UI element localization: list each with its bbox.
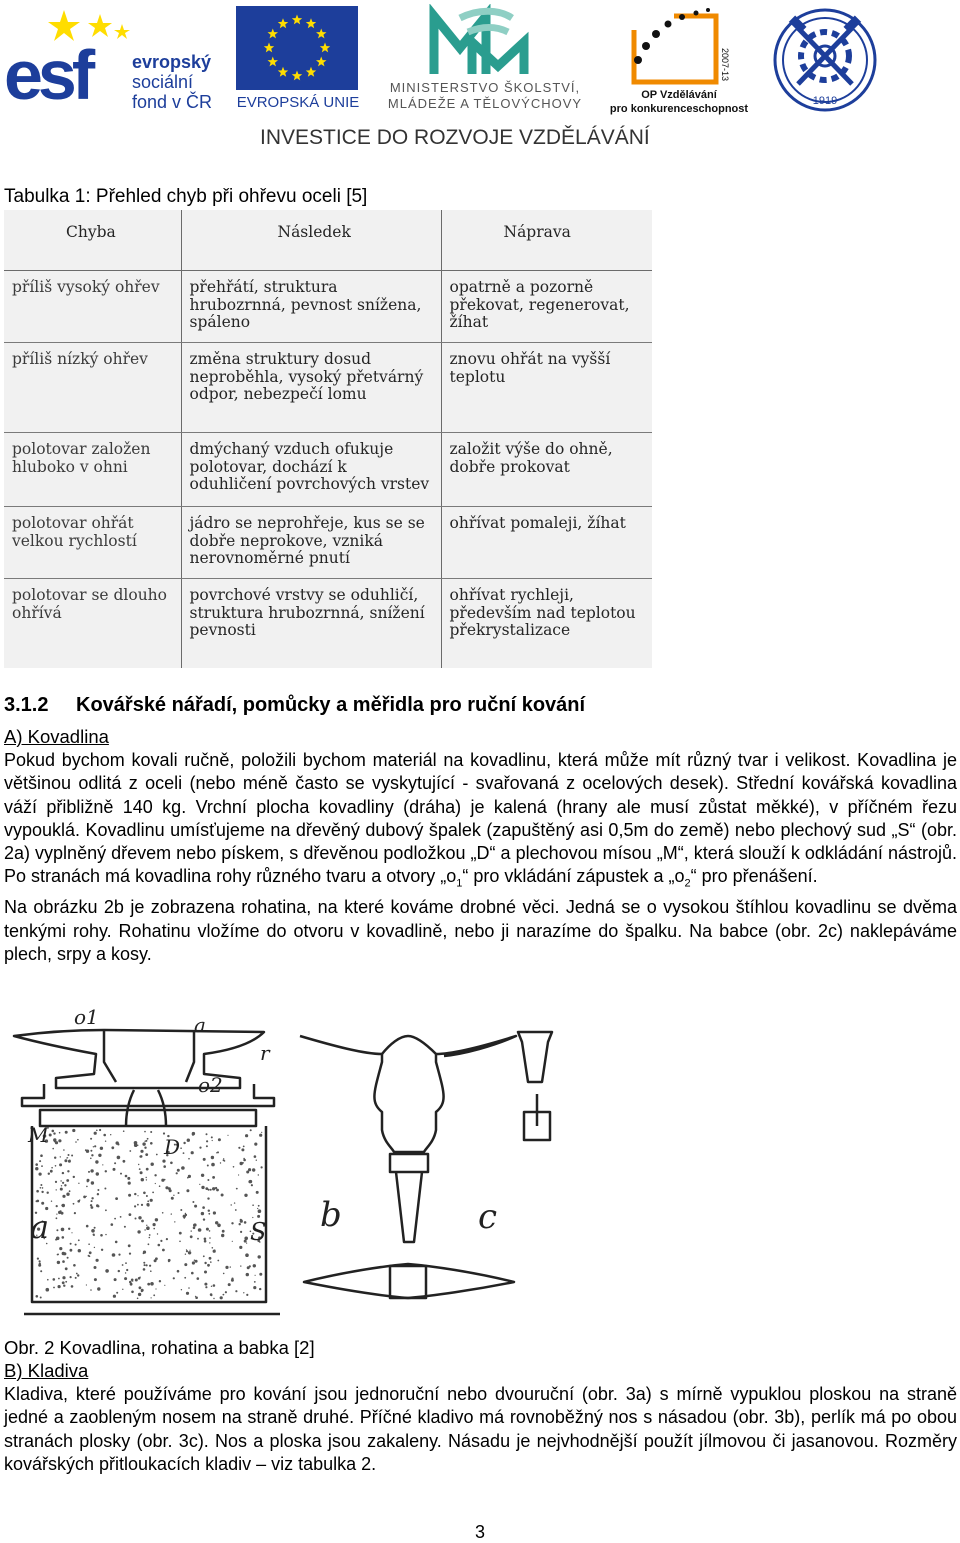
eu-logo: [232, 6, 364, 112]
esf-logo: [4, 6, 226, 114]
paragraph: Na obrázku 2b je zobrazena rohatina, na které kováme drobné věci. Jedná se o vysokou štíhlou kovadlinu se dvěma tenkými rohy. Rohatinu vložíme do otvoru v kovadlině, nebo ji narazíme do špalku. Na babce (obr. 2c) naklepáváme plech, srpy a kosy.: [4, 897, 957, 964]
table-cell: založit výše do ohně, dobře prokovat: [441, 433, 652, 507]
label-o2: o2: [198, 1073, 223, 1097]
eu-flag-icon: [236, 6, 358, 90]
eu-star-icon: [268, 29, 279, 39]
msmt-logo-line2: MLÁDEŽE A TĚLOVÝCHOVY: [387, 96, 583, 111]
table-cell: změna struktury dosud neproběhla, vysoký přetvárný odpor, nebezpečí lomu: [181, 343, 441, 433]
table-cell: polotovar se dlouho ohřívá: [4, 579, 181, 669]
msmt-monogram-icon: [372, 4, 598, 80]
table-row: [4, 579, 652, 669]
paragraph-text: Pokud bychom kovali ručně, položili bychom materiál na kovadlinu, která může mít různý tvar i velikost. Kovadlina je většinou odlitá z oceli (nebo méně často se vyskytující - svařovaná z ocelových desek). Střední kovářská kovadlina váží přibližně 140 kg. Vrchní plocha kovadliny (dráha) je kalená (hrany ale musí zůstat měkké), v příčném řezu vypouklá. Kovadlinu umísťujeme na dřevěný dubový špalek (zapuštěný asi 0,5m do země) nebo plechový sud „S“ (obr. 2a) vyplněný dřevem nebo pískem, s dřevěnou podložkou „D“ a plechovou mísou „M“, která slouží k odkládání nástrojů. Po stranách má kovadlina rohy různého tvaru a otvory „o: [4, 750, 957, 887]
eu-star-icon: [306, 18, 316, 28]
eu-star-icon: [278, 18, 288, 28]
subsection-b-title: B) Kladiva: [4, 1360, 89, 1381]
label-a: a: [30, 1208, 50, 1246]
table-cell: opatrně a pozorně překovat, regenerovat, žíhat: [441, 271, 652, 343]
op-logo-line2: pro konkurenceschopnost: [609, 103, 749, 115]
table-row: [4, 433, 652, 507]
table-header-consequence: Následek: [181, 210, 441, 271]
esf-logo-line3: fond v ČR: [132, 92, 213, 112]
label-b: b: [320, 1195, 342, 1235]
table-header-remedy: Náprava: [441, 210, 652, 271]
table-cell: dmýchaný vzduch ofukuje polotovar, dochází k oduhličení povrchových vrstev: [181, 433, 441, 507]
msmt-logo-line1: MINISTERSTVO ŠKOLSTVÍ,: [389, 80, 581, 95]
label-S: S: [250, 1218, 267, 1246]
sand-filling-pattern: [35, 1129, 263, 1300]
header-tagline: INVESTICE DO ROZVOJE VZDĚLÁVÁNÍ: [260, 126, 650, 149]
label-M: M: [28, 1123, 49, 1147]
seal-gear-icon: [770, 6, 880, 114]
anvil-drawing: [4, 1002, 594, 1322]
msmt-logo: [372, 4, 598, 114]
eu-star-icon: [268, 57, 279, 67]
esf-logo-line2: sociální: [132, 72, 194, 92]
subsection-b-text: [4, 1383, 957, 1476]
eu-logo-caption: EVROPSKÁ UNIE: [236, 94, 360, 111]
section-heading: [4, 694, 585, 717]
table-cell: polotovar ohřát velkou rychlostí: [4, 507, 181, 579]
horned-stake-drawing: [300, 1036, 516, 1298]
table-cell: příliš vysoký ohřev: [4, 271, 181, 343]
label-o1: o1: [74, 1005, 99, 1029]
label-D: D: [164, 1135, 181, 1159]
anvil-on-stand-drawing: [14, 1030, 280, 1314]
paragraph: [4, 749, 957, 896]
seal-year: 1919: [812, 95, 838, 107]
figure-caption: Obr. 2 Kovadlina, rohatina a babka [2]: [4, 1337, 315, 1358]
page-number: 3: [474, 1522, 485, 1542]
table-cell: příliš nízký ohřev: [4, 343, 181, 433]
subscript: 1: [456, 878, 463, 891]
table-cell: povrchové vrstvy se oduhličí, struktura hrubozrnná, snížení pevnosti: [181, 579, 441, 669]
esf-logo-line1: evropský: [132, 52, 212, 72]
section-title: Kovářské nářadí, pomůcky a měřidla pro ruční kování: [76, 694, 586, 716]
esf-stars-icon: [42, 6, 132, 62]
op-logo-year: 2007-13: [720, 48, 730, 82]
table-cell: polotovar založen hluboko v ohni: [4, 433, 181, 507]
table-cell: ohřívat rychleji, především nad teplotou překrystalizace: [441, 579, 652, 669]
table-caption: Tabulka 1: Přehled chyb při ohřevu oceli [5]: [4, 186, 368, 207]
table-cell: přehřátí, struktura hrubozrnná, pevnost snížena, spáleno: [181, 271, 441, 343]
table-row: [4, 507, 652, 579]
paragraph: Kladiva, které používáme pro kování jsou jednoruční nebo dvouruční (obr. 3a) s mírně vypuklou ploskou na straně jedné a zaobleným nosem na straně druhé. Příčné kladivo má rovnoběžný nos s násadou (obr. 3b), perlík má po obou stranách plosky (obr. 3c). Nos a ploska jsou zakaleny. Násadu je nejvhodnější použít jílmovou či jasanovou. Rozměry kovářských přitloukacích kladiv – viz tabulka 2.: [4, 1384, 957, 1474]
table-row: [4, 343, 652, 433]
eu-star-icon: [316, 57, 327, 67]
subscript: 2: [684, 878, 691, 891]
label-r: r: [260, 1041, 270, 1065]
esf-logo-letters: esf: [4, 36, 91, 114]
subsection-a-text: [4, 749, 957, 966]
section-number: 3.1.2: [4, 694, 49, 716]
table-cell: jádro se neprohřeje, kus se se dobře neprokove, vzniká nerovnoměrné pnutí: [181, 507, 441, 579]
anvil-figure: [4, 1002, 594, 1322]
label-a-top: a: [194, 1013, 206, 1037]
defects-table: [4, 210, 652, 668]
eu-star-icon: [292, 15, 302, 25]
op-logo-line1: OP Vzdělávání: [641, 89, 717, 101]
label-c: c: [478, 1197, 498, 1237]
table-row: [4, 271, 652, 343]
table-cell: ohřívat pomaleji, žíhat: [441, 507, 652, 579]
paragraph-text: “ pro přenášení.: [690, 866, 818, 887]
scanned-table-image: [4, 210, 652, 668]
paragraph-text: “ pro vkládání zápustek a „o: [462, 866, 685, 887]
small-stake-drawing: [518, 1032, 552, 1140]
eu-star-icon: [292, 71, 302, 81]
eu-star-icon: [264, 43, 274, 53]
subsection-a-title: A) Kovadlina: [4, 726, 109, 747]
eu-star-icon: [278, 67, 288, 77]
school-seal-logo: [770, 6, 880, 114]
eu-star-icon: [306, 67, 316, 77]
op-frame-icon: [604, 4, 754, 88]
op-logo: [604, 4, 754, 116]
table-cell: znovu ohřát na vyšší teplotu: [441, 343, 652, 433]
eu-star-icon: [320, 43, 330, 53]
table-header-defect: Chyba: [4, 210, 181, 271]
eu-star-icon: [316, 29, 327, 39]
